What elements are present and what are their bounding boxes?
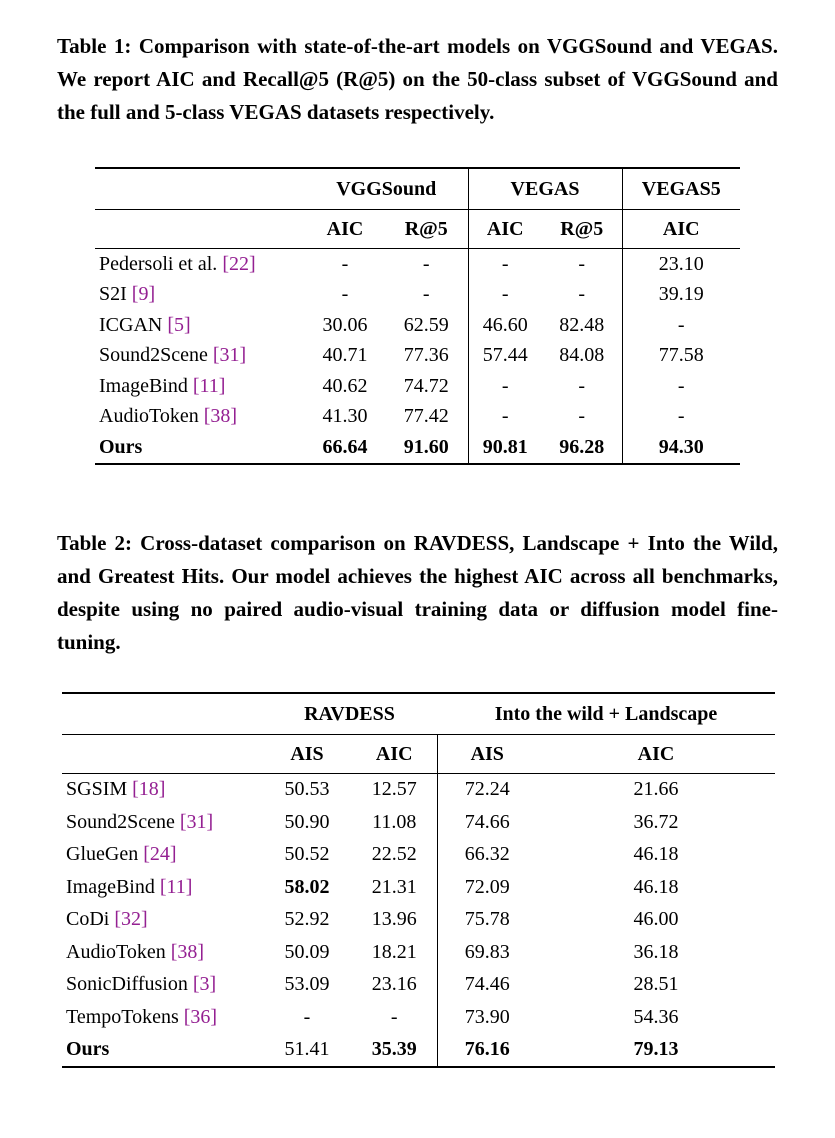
metric-value: - [422,252,430,275]
metric-value: 46.60 [468,310,542,341]
metric-value: 41.30 [322,405,368,427]
model-name: CoDi [66,908,110,930]
metric-value: 23.10 [622,249,740,280]
metric-value: - [422,283,430,305]
metric-value: 46.18 [633,843,679,865]
metric-value: 39.19 [622,280,740,311]
metric-value: - [468,371,542,402]
citation-link[interactable]: [22] [222,252,256,275]
table2-group-header-row [62,693,775,735]
table-row [95,249,740,280]
metric-value: 69.83 [437,936,537,969]
table-row [62,773,775,806]
metric-value: 82.48 [559,313,605,336]
table1-caption-text: Comparison with state-of-the-art models on VGGSound and VEGAS. We report AIC and Recall@5 (R@5) on the 50-class subset of VGGSound and the full and 5-class VEGAS datasets respectively. [57,34,778,124]
metric-value: - [390,1005,398,1028]
model-name: ICGAN [99,313,163,336]
table1-caption-label: Table 1: [57,34,132,58]
metric-value: - [468,280,542,311]
metric-value: 46.18 [633,875,679,898]
citation-link[interactable]: [3] [192,973,217,995]
citation-link[interactable]: [38] [203,405,238,427]
table-row [95,341,740,372]
column-header-r5: R@5 [542,210,622,249]
table-row [95,280,740,311]
table-row [62,871,775,904]
metric-value: - [622,371,740,402]
model-name: ImageBind [66,875,155,898]
model-name: S2I [99,283,127,305]
group-header-wild-landscape: Into the wild + Landscape [437,693,775,735]
metric-value: 21.66 [633,778,679,800]
metric-value: - [578,283,586,305]
metric-value: 36.72 [633,810,679,833]
table-row [62,806,775,839]
metric-value: 51.41 [284,1038,330,1060]
table2-caption-text: Cross-dataset comparison on RAVDESS, Landscape + Into the Wild, and Greatest Hits. Our model achieves the highest AIC across all benchmarks, despite using no paired audio-visual training data or diffusion model fine-tuning. [57,530,778,654]
empty-header-cell [95,210,305,249]
metric-value: 96.28 [559,435,605,458]
metric-value: 50.53 [284,778,330,800]
metric-value: 72.24 [437,773,537,806]
metric-value: 73.90 [437,1001,537,1034]
column-header-aic: AIC [468,210,542,249]
citation-link[interactable]: [5] [167,313,191,336]
table1-subheader-row [95,210,740,249]
table-row [95,371,740,402]
empty-header-cell [62,693,262,735]
metric-value: 91.60 [403,435,449,458]
metric-value: 13.96 [371,908,417,930]
group-header-ravdess: RAVDESS [262,693,437,735]
metric-value: 94.30 [622,432,740,464]
metric-value: - [341,283,349,305]
table1 [95,167,740,465]
metric-value: 54.36 [633,1005,679,1028]
citation-link[interactable]: [18] [132,778,166,800]
group-header-vegas5: VEGAS5 [622,168,740,210]
column-header-r5: R@5 [385,210,468,249]
model-name: SGSIM [66,778,128,800]
citation-link[interactable]: [31] [179,810,214,833]
model-name: SonicDiffusion [66,973,188,995]
metric-value: - [622,402,740,433]
table-row [95,310,740,341]
citation-link[interactable]: [9] [131,283,156,305]
model-name: Ours [66,1038,110,1060]
metric-value: 76.16 [437,1034,537,1068]
table-row-ours [95,432,740,464]
metric-value: 74.72 [403,374,449,397]
empty-header-cell [95,168,305,210]
metric-value: 50.52 [284,843,330,865]
metric-value: 74.66 [437,806,537,839]
metric-value: 18.21 [371,940,417,963]
empty-header-cell [62,734,262,773]
table2-caption-label: Table 2: [57,530,133,555]
model-name: TempoTokens [66,1005,179,1028]
model-name: ImageBind [99,374,188,397]
citation-link[interactable]: [11] [192,374,226,397]
table2-caption [57,527,778,659]
metric-value: - [468,249,542,280]
citation-link[interactable]: [11] [159,875,193,898]
metric-value: 75.78 [437,904,537,937]
group-header-vggsound: VGGSound [305,168,468,210]
citation-link[interactable]: [38] [170,940,205,963]
metric-value: - [578,374,586,397]
metric-value: 30.06 [322,313,368,336]
model-name: AudioToken [66,940,166,963]
citation-link[interactable]: [36] [183,1005,218,1028]
metric-value: 12.57 [371,778,417,800]
metric-value: 74.46 [437,969,537,1002]
column-header-aic: AIC [352,734,437,773]
table-row-ours [62,1034,775,1068]
metric-value: - [578,252,586,275]
metric-value: 50.09 [284,940,330,963]
metric-value: 52.92 [284,908,330,930]
metric-value: 84.08 [559,344,605,366]
metric-value: 28.51 [633,973,679,995]
metric-value: 35.39 [371,1038,417,1060]
table-row [62,969,775,1002]
table-row [62,936,775,969]
metric-value: 57.44 [468,341,542,372]
metric-value: - [468,402,542,433]
table1-group-header-row [95,168,740,210]
table2-subheader-row [62,734,775,773]
metric-value: 23.16 [371,973,417,995]
metric-value: 58.02 [284,875,330,898]
metric-value: 21.31 [371,875,417,898]
metric-value: 72.09 [437,871,537,904]
model-name: Pedersoli et al. [99,252,218,275]
metric-value: 50.90 [284,810,330,833]
group-header-vegas: VEGAS [468,168,622,210]
table1-caption [57,30,778,129]
model-name: GlueGen [66,843,139,865]
model-name: Ours [99,435,143,458]
metric-value: 90.81 [468,432,542,464]
metric-value: 66.64 [322,435,368,458]
citation-link[interactable]: [32] [114,908,148,930]
metric-value: 46.00 [633,908,679,930]
metric-value: - [578,405,586,427]
metric-value: 62.59 [403,313,449,336]
metric-value: - [303,1005,311,1028]
metric-value: 11.08 [372,810,417,833]
citation-link[interactable]: [31] [212,344,247,366]
metric-value: 79.13 [633,1038,679,1060]
column-header-aic: AIC [622,210,740,249]
column-header-ais: AIS [437,734,537,773]
model-name: Sound2Scene [99,344,208,366]
metric-value: 36.18 [633,940,679,963]
metric-value: 22.52 [371,843,417,865]
table2 [62,692,775,1069]
model-name: AudioToken [99,405,199,427]
column-header-aic: AIC [537,734,775,773]
table-row [62,904,775,937]
metric-value: 77.58 [622,341,740,372]
metric-value: 77.42 [403,405,449,427]
metric-value: 53.09 [284,973,330,995]
metric-value: 77.36 [403,344,449,366]
metric-value: - [341,252,349,275]
column-header-ais: AIS [262,734,352,773]
table-row [62,1001,775,1034]
table-row [62,839,775,872]
column-header-aic: AIC [305,210,385,249]
citation-link[interactable]: [24] [143,843,177,865]
table-row [95,402,740,433]
metric-value: 40.71 [322,344,368,366]
metric-value: 40.62 [322,374,368,397]
metric-value: 66.32 [437,839,537,872]
model-name: Sound2Scene [66,810,175,833]
metric-value: - [622,310,740,341]
